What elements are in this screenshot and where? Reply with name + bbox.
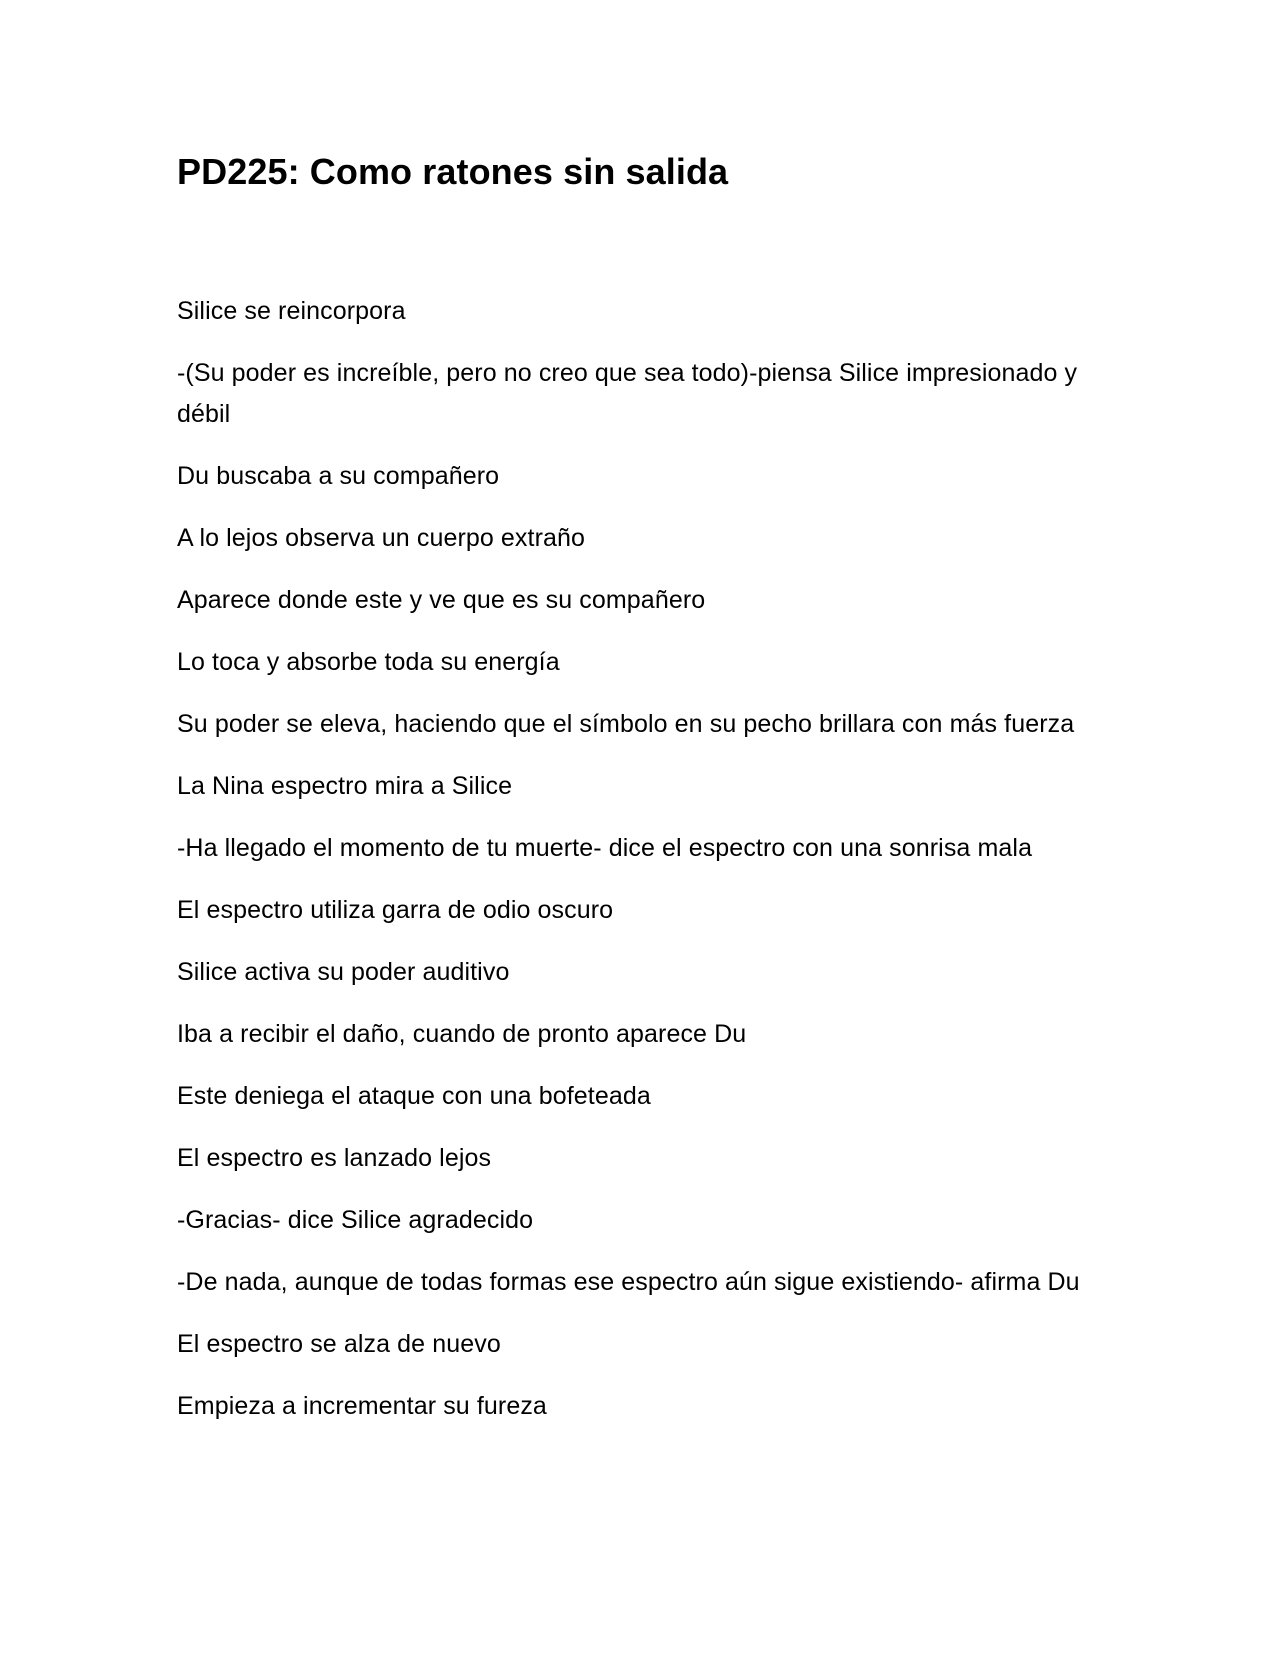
paragraph: -Ha llegado el momento de tu muerte- dice el espectro con una sonrisa mala	[177, 834, 1033, 862]
paragraph: Su poder se eleva, haciendo que el símbolo en su pecho brillara con más fuerza	[177, 710, 1075, 738]
paragraph: Silice se reincorpora	[177, 297, 406, 325]
paragraph: Lo toca y absorbe toda su energía	[177, 648, 560, 676]
paragraph: A lo lejos observa un cuerpo extraño	[177, 524, 586, 552]
paragraph: El espectro se alza de nuevo	[177, 1330, 501, 1358]
paragraph: El espectro es lanzado lejos	[177, 1144, 492, 1172]
document-title: PD225: Como ratones sin salida	[177, 151, 729, 192]
paragraph: Iba a recibir el daño, cuando de pronto aparece Du	[177, 1020, 747, 1048]
paragraph: -De nada, aunque de todas formas ese espectro aún sigue existiendo- afirma Du	[177, 1268, 1080, 1296]
paragraph: Du buscaba a su compañero	[177, 462, 500, 490]
paragraph: -Gracias- dice Silice agradecido	[177, 1206, 534, 1234]
paragraph: -(Su poder es increíble, pero no creo que sea todo)-piensa Silice impresionado y débil	[177, 359, 1078, 428]
paragraph: El espectro utiliza garra de odio oscuro	[177, 896, 614, 924]
paragraph: Empieza a incrementar su fureza	[177, 1392, 547, 1420]
document-body	[177, 291, 1097, 1427]
paragraph: Silice activa su poder auditivo	[177, 958, 510, 986]
paragraph: La Nina espectro mira a Silice	[177, 772, 513, 800]
paragraph: Este deniega el ataque con una bofeteada	[177, 1082, 651, 1110]
document-content	[177, 150, 1097, 1448]
paragraph: Aparece donde este y ve que es su compañero	[177, 586, 706, 614]
